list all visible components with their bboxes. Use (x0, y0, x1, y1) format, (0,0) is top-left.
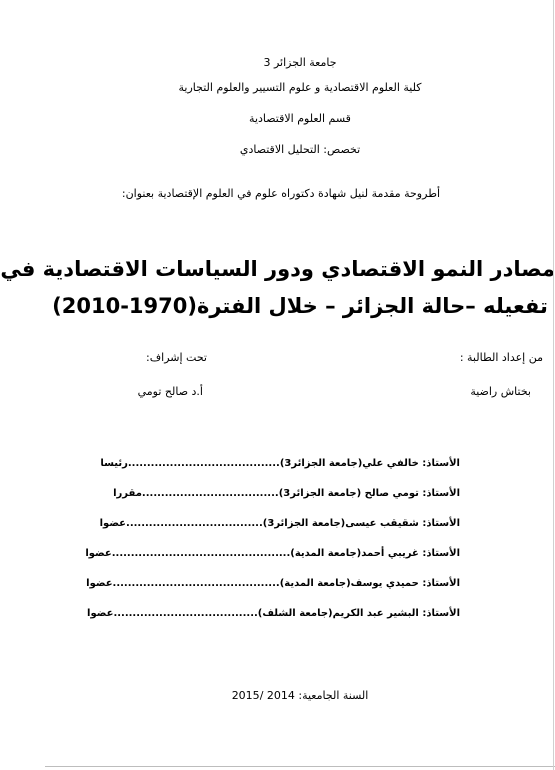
jury-member-row (100, 455, 460, 485)
jury-member-role: عضوا (99, 518, 127, 529)
department-name: قسم العلوم الاقتصادية (249, 112, 351, 125)
jury-member-role: مقررا (113, 488, 142, 499)
jury-committee-list (85, 455, 460, 635)
jury-dots: ........................................ (127, 458, 280, 469)
jury-member-name: الأستاذ: حميدي يوسف(جامعة المدية) (279, 578, 460, 589)
page-right-border (553, 0, 554, 770)
jury-dots: ...................................... (113, 608, 258, 619)
supervisor-label: تحت إشراف: (146, 351, 207, 364)
jury-member-name: الأستاذ: غريبي أحمد(جامعة المدية) (290, 548, 460, 559)
jury-member-role: عضوا (86, 578, 113, 589)
jury-dots: .................................... (141, 488, 279, 499)
jury-dots: .................................... (126, 518, 263, 529)
author-name: بختاش راضية (470, 385, 531, 398)
academic-year: السنة الجامعية: 2014 /2015 (231, 689, 369, 702)
supervisor-name: أ.د صالح تومي (137, 385, 203, 398)
jury-member-role: عضوا (87, 608, 114, 619)
page-bottom-border (45, 766, 555, 767)
jury-dots: ............................................... (111, 548, 291, 559)
jury-member-name: الأستاذ: تومي صالح (جامعة الجزائر3) (278, 488, 460, 499)
author-label: من إعداد الطالبة : (459, 351, 543, 364)
university-name: جامعة الجزائر 3 (263, 56, 337, 69)
jury-member-row (87, 605, 460, 635)
jury-member-name: الأستاذ: شقيقب عيسى(جامعة الجزائر3) (262, 518, 460, 529)
jury-member-row (85, 545, 460, 575)
thesis-intro: أطروحة مقدمة لنيل شهادة دكتوراه علوم في العلوم الإقتصادية بعنوان: (121, 187, 440, 200)
jury-member-row (99, 515, 460, 545)
jury-member-role: رئيسا (100, 458, 128, 469)
jury-member-row (113, 485, 460, 515)
jury-member-name: الأستاذ: البشير عبد الكريم(جامعة الشلف) (257, 608, 460, 619)
jury-member-row (86, 575, 460, 605)
thesis-title-line-2: تفعيله –حالة الجزائر – خلال الفترة(1970-2010) (52, 294, 548, 318)
specialization: تخصص: التحليل الاقتصادي (239, 143, 361, 156)
faculty-name: كلية العلوم الاقتصادية و علوم التسيير والعلوم التجارية (178, 81, 422, 94)
thesis-title-line-1: مصادر النمو الاقتصادي ودور السياسات الاقتصادية في (0, 257, 555, 281)
jury-member-role: عضوا (85, 548, 112, 559)
jury-member-name: الأستاذ: خالفي علي(جامعة الجزائر3) (279, 458, 460, 469)
jury-dots: ............................................ (112, 578, 280, 589)
